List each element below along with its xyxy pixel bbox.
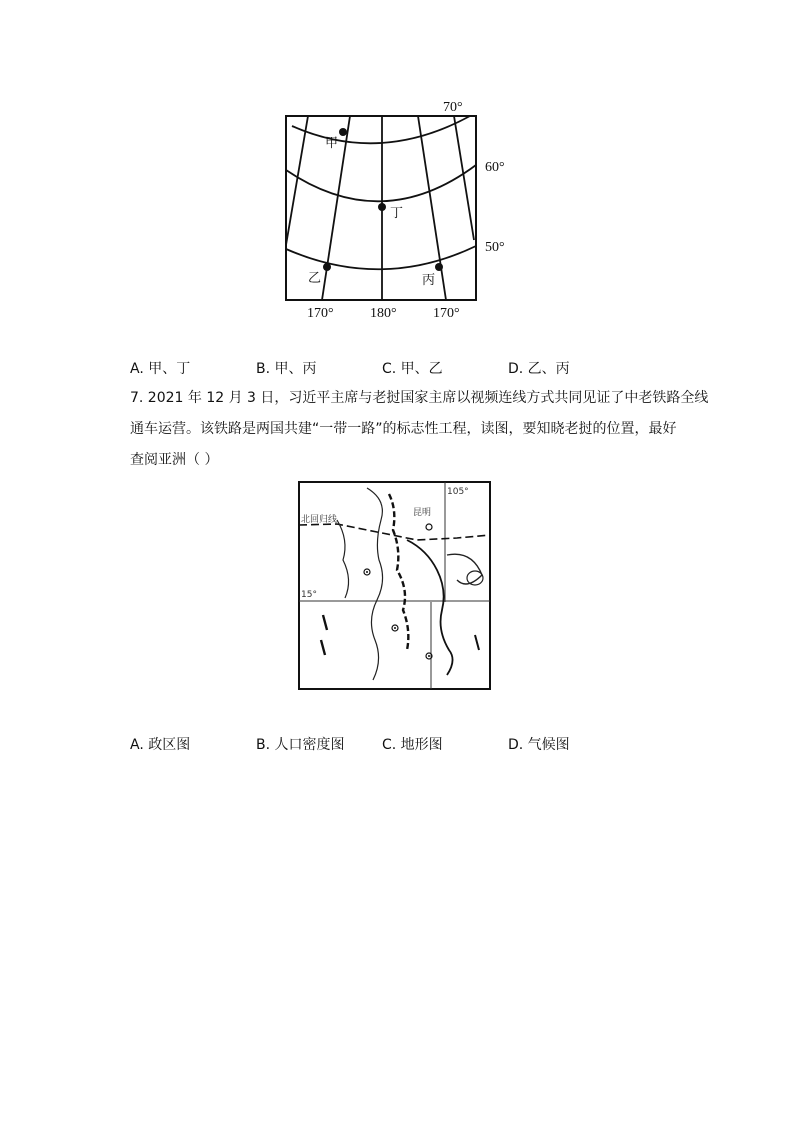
graticule-svg <box>270 95 530 325</box>
point-yi <box>323 263 331 271</box>
q6-option-c[interactable]: C. 甲、乙 <box>382 361 443 377</box>
label-yi: 乙 <box>308 271 322 286</box>
q7-line2: 通车运营。该铁路是两国共建“一带一路”的标志性工程，读图，要知晓老挝的位置，最好 <box>130 421 677 437</box>
label-jia: 甲 <box>325 136 339 151</box>
lat-60-line <box>286 165 476 201</box>
lat-50-line <box>286 246 476 269</box>
q7-line3: 查阅亚洲（ ） <box>130 452 219 468</box>
label-ding: 丁 <box>390 206 404 221</box>
laos-map-svg <box>297 480 493 692</box>
q6-option-d[interactable]: D. 乙、丙 <box>508 361 570 377</box>
lat-label-60: 60° <box>485 160 505 175</box>
label-bing: 丙 <box>422 273 436 288</box>
kunming-label: 昆明 <box>413 508 432 518</box>
q7-option-c[interactable]: C. 地形图 <box>382 737 443 753</box>
tropic-label: 北回归线 <box>301 515 338 525</box>
point-bing <box>435 263 443 271</box>
lat-label-50: 50° <box>485 240 505 255</box>
q7-question <box>130 383 709 476</box>
lon-105-label: 105° <box>447 487 469 497</box>
q6-option-a[interactable]: A. 甲、丁 <box>130 361 191 377</box>
lat-70-line <box>292 116 470 143</box>
lat-label-70: 70° <box>443 100 463 115</box>
lon-label-180: 180° <box>370 306 397 321</box>
point-jia <box>339 128 347 136</box>
q7-option-d[interactable]: D. 气候图 <box>508 737 570 753</box>
q7-line1: 7. 2021 年 12 月 3 日，习近平主席与老挝国家主席以视频连线方式共同见证了中老铁路全线 <box>130 390 709 406</box>
q7-option-a[interactable]: A. 政区图 <box>130 737 191 753</box>
point-ding <box>378 203 386 211</box>
graticule-figure <box>270 95 530 325</box>
lat-15-label: 15° <box>301 590 317 600</box>
lon-label-170w: 170° <box>307 306 334 321</box>
q6-option-b[interactable]: B. 甲、丙 <box>256 361 317 377</box>
q7-option-b[interactable]: B. 人口密度图 <box>256 737 345 753</box>
laos-map-figure <box>297 480 493 692</box>
lon-label-170e: 170° <box>433 306 460 321</box>
